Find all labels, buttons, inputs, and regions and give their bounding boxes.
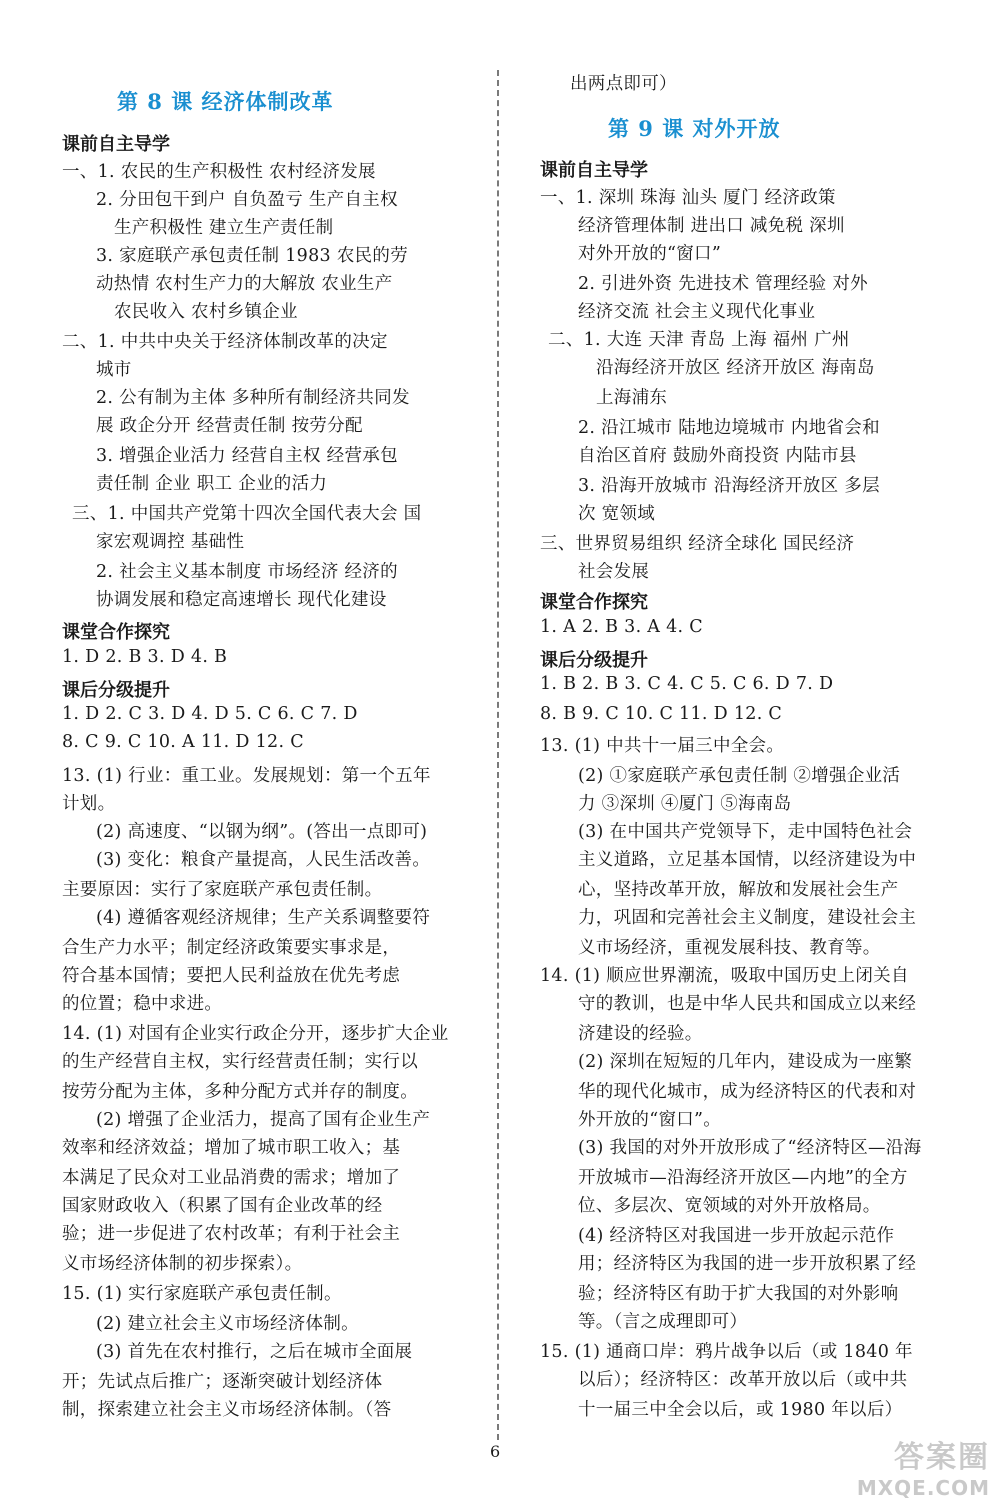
- left-line: 1. D 2. B 3. D 4. B: [62, 647, 228, 667]
- right-line: (2) 深圳在短短的几年内，建设成为一座繁: [578, 1052, 913, 1072]
- left-section-after-class: 课后分级提升: [62, 680, 170, 701]
- left-line: (2) 建立社会主义市场经济体制。: [96, 1314, 359, 1334]
- left-line: (3) 首先在农村推行，之后在城市全面展: [96, 1342, 413, 1362]
- left-line: 展 政企分开 经营责任制 按劳分配: [96, 416, 363, 436]
- right-line: 2. 引进外资 先进技术 管理经验 对外: [578, 274, 868, 294]
- left-line: 的位置；稳中求进。: [62, 994, 223, 1014]
- right-line: 1. B 2. B 3. C 4. C 5. C 6. D 7. D: [540, 674, 834, 694]
- left-line: 本满足了民众对工业品消费的需求；增加了: [62, 1168, 401, 1188]
- right-line: 经济管理体制 进出口 减免税 深圳: [578, 216, 845, 236]
- left-line: 协调发展和稳定高速增长 现代化建设: [96, 590, 387, 610]
- right-line: (3) 在中国共产党领导下，走中国特色社会: [578, 822, 913, 842]
- left-line: 责任制 企业 职工 企业的活力: [96, 474, 328, 494]
- right-line: 用；经济特区为我国的进一步开放积累了经: [578, 1254, 917, 1274]
- left-line: 动热情 农村生产力的大解放 农业生产: [96, 274, 393, 294]
- left-line: (2) 高速度、“以钢为纲”。(答出一点即可): [96, 822, 428, 842]
- page-number: 6: [490, 1442, 501, 1461]
- left-line: (3) 变化：粮食产量提高，人民生活改善。: [96, 850, 431, 870]
- right-section-after-class: 课后分级提升: [540, 650, 648, 671]
- left-line: 的生产经营自主权，实行经营责任制；实行以: [62, 1052, 418, 1072]
- right-line: 13. (1) 中共十一届三中全会。: [540, 736, 785, 756]
- right-line: 心，坚持改革开放，解放和发展社会生产: [578, 880, 899, 900]
- left-line: 3. 增强企业活力 经营自主权 经营承包: [96, 446, 398, 466]
- right-line: 社会发展: [578, 562, 650, 582]
- left-line: 13. (1) 行业：重工业。发展规划：第一个五年: [62, 766, 431, 786]
- right-line: 3. 沿海开放城市 沿海经济开放区 多层: [578, 476, 880, 496]
- left-line: 1. D 2. C 3. D 4. D 5. C 6. C 7. D: [62, 704, 358, 724]
- left-line: 符合基本国情；要把人民利益放在优先考虑: [62, 966, 401, 986]
- lesson-9-title: 第 9 课 对外开放: [608, 116, 781, 141]
- right-line: 15. (1) 通商口岸：鸦片战争以后（或 1840 年: [540, 1342, 913, 1362]
- right-line: 沿海经济开放区 经济开放区 海南岛: [596, 358, 875, 378]
- right-line: 力 ③深圳 ④厦门 ⑤海南岛: [578, 794, 792, 814]
- left-line: 计划。: [62, 794, 116, 814]
- watermark: [857, 1432, 990, 1500]
- watermark-logo-text: 答案圈: [894, 1440, 990, 1475]
- left-line: (2) 增强了企业活力，提高了国有企业生产: [96, 1110, 431, 1130]
- right-line: 对外开放的“窗口”: [578, 244, 722, 264]
- right-line: 位、多层次、宽领域的对外开放格局。: [578, 1196, 881, 1216]
- left-line: 2. 公有制为主体 多种所有制经济共同发: [96, 388, 410, 408]
- left-line: 2. 分田包干到户 自负盈亏 生产自主权: [96, 190, 398, 210]
- right-line: (3) 我国的对外开放形成了“经济特区—沿海: [578, 1138, 922, 1158]
- left-line: 制，探索建立社会主义市场经济体制。（答: [62, 1400, 392, 1420]
- right-line: 济建设的经验。: [578, 1024, 703, 1044]
- right-line: 14. (1) 顺应世界潮流，吸取中国历史上闭关自: [540, 966, 909, 986]
- right-line: 力，巩固和完善社会主义制度，建设社会主: [578, 908, 917, 928]
- right-line: 开放城市—沿海经济开放区—内地”的全方: [578, 1168, 908, 1188]
- left-line: 合生产力水平；制定经济政策要实事求是，: [62, 938, 401, 958]
- left-line: 义市场经济体制的初步探索）。: [62, 1254, 303, 1274]
- left-line: 效率和经济效益；增加了城市职工收入；基: [62, 1138, 401, 1158]
- right-line: 一、1. 深圳 珠海 汕头 厦门 经济政策: [540, 188, 836, 208]
- right-line: 次 宽领域: [578, 504, 656, 524]
- left-line: 城市: [96, 360, 132, 380]
- left-line: 国家财政收入（积累了国有企业改革的经: [62, 1196, 383, 1216]
- right-line: 出两点即可）: [570, 74, 677, 94]
- left-line: 家宏观调控 基础性: [96, 532, 245, 552]
- left-line: 二、1. 中共中央关于经济体制改革的决定: [62, 332, 388, 352]
- right-line: (2) ①家庭联产承包责任制 ②增强企业活: [578, 766, 901, 786]
- left-line: 开；先试点后推广；逐渐突破计划经济体: [62, 1372, 383, 1392]
- right-line: 经济交流 社会主义现代化事业: [578, 302, 816, 322]
- left-line: 按劳分配为主体，多种分配方式并存的制度。: [62, 1082, 418, 1102]
- left-line: 一、1. 农民的生产积极性 农村经济发展: [62, 162, 376, 182]
- right-line: 守的教训，也是中华人民共和国成立以来经: [578, 994, 917, 1014]
- right-line: 主义道路，立足基本国情，以经济建设为中: [578, 850, 917, 870]
- left-section-in-class: 课堂合作探究: [62, 622, 170, 643]
- left-line: 生产积极性 建立生产责任制: [114, 218, 334, 238]
- right-line: 8. B 9. C 10. C 11. D 12. C: [540, 704, 783, 724]
- right-section-in-class: 课堂合作探究: [540, 592, 648, 613]
- left-line: 2. 社会主义基本制度 市场经济 经济的: [96, 562, 398, 582]
- left-line: 15. (1) 实行家庭联产承包责任制。: [62, 1284, 342, 1304]
- left-line: 三、1. 中国共产党第十四次全国代表大会 国: [72, 504, 422, 524]
- right-line: 十一届三中全会以后，或 1980 年以后）: [578, 1400, 903, 1420]
- right-line: 义市场经济，重视发展科技、教育等。: [578, 938, 881, 958]
- left-line: 农民收入 农村乡镇企业: [114, 302, 298, 322]
- left-line: (4) 遵循客观经济规律；生产关系调整要符: [96, 908, 431, 928]
- left-line: 8. C 9. C 10. A 11. D 12. C: [62, 732, 304, 752]
- right-line: 1. A 2. B 3. A 4. C: [540, 617, 703, 637]
- lesson-8-title: 第 8 课 经济体制改革: [117, 89, 334, 114]
- right-line: 二、1. 大连 天津 青岛 上海 福州 广州: [548, 330, 850, 350]
- right-line: (4) 经济特区对我国进一步开放起示范作: [578, 1226, 895, 1246]
- left-line: 3. 家庭联产承包责任制 1983 农民的劳: [96, 246, 409, 266]
- right-line: 外开放的“窗口”。: [578, 1110, 722, 1130]
- right-line: 上海浦东: [596, 388, 668, 408]
- left-line: 验；进一步促进了农村改革；有利于社会主: [62, 1224, 401, 1244]
- left-line: 14. (1) 对国有企业实行政企分开，逐步扩大企业: [62, 1024, 449, 1044]
- right-line: 等。（言之成理即可）: [578, 1312, 748, 1332]
- right-line: 三、世界贸易组织 经济全球化 国民经济: [540, 534, 855, 554]
- right-line: 自治区首府 鼓励外商投资 内陆市县: [578, 446, 857, 466]
- column-divider: [497, 70, 499, 1440]
- watermark-url: MXQE.COM: [856, 1476, 990, 1500]
- right-line: 以后）；经济特区：改革开放以后（或中共: [578, 1370, 908, 1390]
- right-line: 2. 沿江城市 陆地边境城市 内地省会和: [578, 418, 880, 438]
- right-section-pre-class: 课前自主导学: [540, 160, 648, 181]
- left-section-pre-class: 课前自主导学: [62, 134, 170, 155]
- right-line: 华的现代化城市，成为经济特区的代表和对: [578, 1082, 917, 1102]
- right-line: 验；经济特区有助于扩大我国的对外影响: [578, 1284, 899, 1304]
- left-line: 主要原因：实行了家庭联产承包责任制。: [62, 880, 383, 900]
